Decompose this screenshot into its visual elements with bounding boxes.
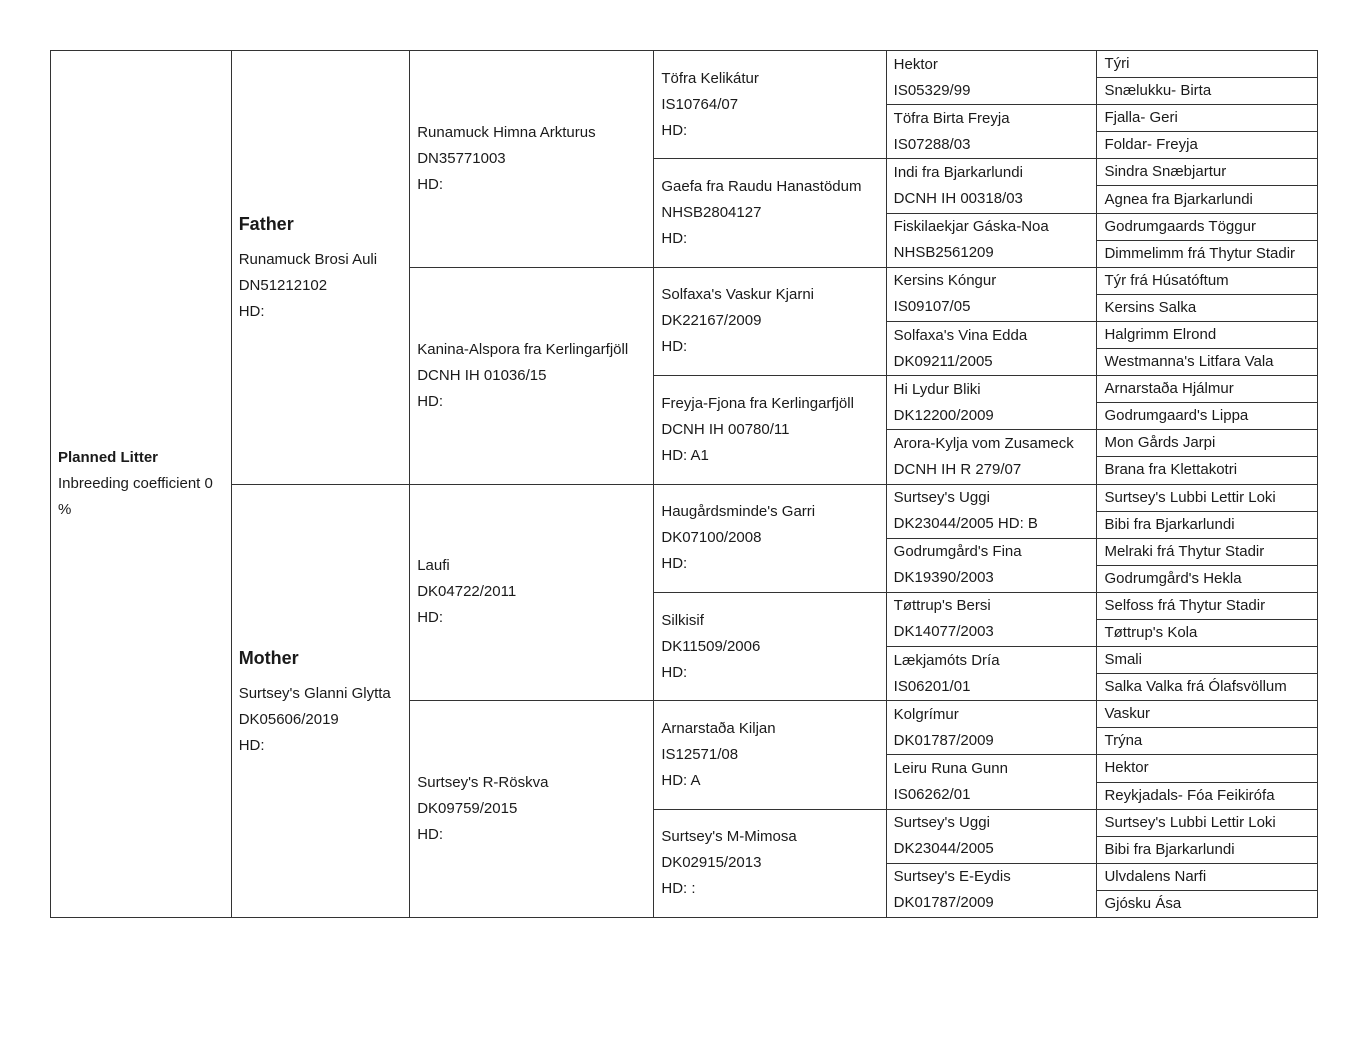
great-grandparent-name: Töfra Kelikátur	[661, 69, 759, 87]
gen4-ancestor-cell	[886, 213, 1097, 267]
gen5-ancestor-cell: Halgrimm Elrond	[1097, 321, 1318, 348]
father-registration: DN51212102	[238, 277, 328, 295]
gen5-ancestor-cell: Godrumgaard's Lippa	[1097, 403, 1318, 430]
gen4-ancestor-name: Töfra Birta Freyja	[893, 109, 1010, 127]
gen5-ancestor-cell: Melraki frá Thytur Stadir	[1097, 538, 1318, 565]
grandparent-registration: DN35771003	[417, 149, 506, 167]
great-grandparent-cell	[654, 51, 886, 159]
gen4-ancestor-registration: IS09107/05	[893, 298, 971, 316]
great-grandparent-hd: HD: :	[661, 880, 696, 898]
grandparent-hd: HD:	[417, 609, 444, 627]
gen4-ancestor-cell	[886, 376, 1097, 430]
gen5-ancestor-cell: Týr frá Húsatóftum	[1097, 267, 1318, 294]
grandparent-hd: HD:	[417, 392, 444, 410]
gen4-ancestor-cell	[886, 105, 1097, 159]
gen4-ancestor-registration: DK01787/2009	[893, 731, 994, 749]
great-grandparent-cell	[654, 701, 886, 809]
great-grandparent-name: Solfaxa's Vaskur Kjarni	[661, 286, 815, 304]
gen4-ancestor-cell	[886, 701, 1097, 755]
gen4-ancestor-cell	[886, 51, 1097, 105]
gen5-ancestor-cell: Bibi fra Bjarkarlundi	[1097, 836, 1318, 863]
gen5-ancestor-cell: Týri	[1097, 51, 1318, 78]
gen4-ancestor-registration: DCNH IH 00318/03	[893, 189, 1023, 207]
gen5-ancestor-cell: Sindra Snæbjartur	[1097, 159, 1318, 186]
gen5-ancestor-cell: Fjalla- Geri	[1097, 105, 1318, 132]
litter-title: Planned Litter	[58, 449, 159, 466]
great-grandparent-cell	[654, 809, 886, 917]
gen5-ancestor-cell: Trýna	[1097, 728, 1318, 755]
great-grandparent-registration: NHSB2804127	[661, 204, 762, 222]
grandparent-name: Surtsey's R-Röskva	[417, 774, 549, 792]
gen4-ancestor-registration: DK23044/2005 HD: B	[893, 515, 1038, 533]
great-grandparent-registration: DK22167/2009	[661, 312, 762, 330]
gen4-ancestor-name: Indi fra Bjarkarlundi	[893, 163, 1023, 181]
planned-litter-cell	[51, 51, 232, 918]
great-grandparent-cell	[654, 267, 886, 375]
gen4-ancestor-registration: DK09211/2005	[893, 352, 993, 370]
gen5-ancestor-cell: Tøttrup's Kola	[1097, 619, 1318, 646]
great-grandparent-cell	[654, 592, 886, 700]
gen4-ancestor-cell	[886, 647, 1097, 701]
gen5-ancestor-cell: Snælukku- Birta	[1097, 78, 1318, 105]
gen5-ancestor-cell: Godrumgaards Töggur	[1097, 213, 1318, 240]
gen4-ancestor-cell	[886, 430, 1097, 484]
gen4-ancestor-registration: IS05329/99	[893, 81, 971, 99]
father-cell	[231, 51, 410, 485]
gen4-ancestor-registration: IS06201/01	[893, 677, 971, 695]
gen4-ancestor-cell	[886, 159, 1097, 213]
grandparent-cell	[410, 267, 654, 484]
gen4-ancestor-registration: DCNH IH R 279/07	[893, 460, 1022, 478]
gen5-ancestor-cell: Bibi fra Bjarkarlundi	[1097, 511, 1318, 538]
gen4-ancestor-cell	[886, 755, 1097, 809]
gen4-ancestor-name: Kersins Kóngur	[893, 272, 997, 290]
gen4-ancestor-name: Surtsey's E-Eydis	[893, 868, 1011, 886]
pedigree-row	[51, 51, 1318, 78]
great-grandparent-registration: DCNH IH 00780/11	[661, 420, 790, 438]
pedigree-table	[50, 50, 1318, 918]
great-grandparent-hd: HD: A1	[661, 446, 709, 464]
mother-cell	[231, 484, 410, 918]
great-grandparent-name: Haugårdsminde's Garri	[661, 503, 816, 521]
gen4-ancestor-name: Hektor	[893, 55, 938, 73]
great-grandparent-cell	[654, 484, 886, 592]
gen4-ancestor-registration: DK01787/2009	[893, 894, 994, 912]
great-grandparent-registration: DK11509/2006	[661, 637, 761, 655]
great-grandparent-name: Surtsey's M-Mimosa	[661, 828, 797, 846]
gen5-ancestor-cell: Hektor	[1097, 755, 1318, 782]
gen5-ancestor-cell: Surtsey's Lubbi Lettir Loki	[1097, 809, 1318, 836]
gen4-ancestor-name: Tøttrup's Bersi	[893, 597, 991, 615]
grandparent-registration: DK09759/2015	[417, 800, 518, 818]
gen4-ancestor-cell	[886, 267, 1097, 321]
great-grandparent-hd: HD:	[661, 121, 688, 139]
great-grandparent-hd: HD:	[661, 338, 688, 356]
gen4-ancestor-registration: IS07288/03	[893, 135, 971, 153]
father-hd: HD:	[238, 303, 265, 321]
grandparent-cell	[410, 701, 654, 918]
gen4-ancestor-registration: IS06262/01	[893, 786, 971, 804]
gen4-ancestor-cell	[886, 484, 1097, 538]
grandparent-name: Kanina-Alspora fra Kerlingarfjöll	[417, 340, 629, 358]
gen5-ancestor-cell: Gjósku Ása	[1097, 890, 1318, 917]
father-name: Runamuck Brosi Auli	[238, 251, 378, 269]
gen4-ancestor-registration: DK14077/2003	[893, 623, 994, 641]
gen4-ancestor-registration: DK23044/2005	[893, 840, 994, 858]
great-grandparent-name: Arnarstaða Kiljan	[661, 719, 776, 737]
gen5-ancestor-cell: Godrumgård's Hekla	[1097, 565, 1318, 592]
mother-name: Surtsey's Glanni Glytta	[238, 684, 391, 702]
gen4-ancestor-name: Surtsey's Uggi	[893, 814, 990, 832]
gen4-ancestor-name: Surtsey's Uggi	[893, 489, 990, 507]
great-grandparent-name: Freyja-Fjona fra Kerlingarfjöll	[661, 394, 854, 412]
gen5-ancestor-cell: Smali	[1097, 647, 1318, 674]
grandparent-cell	[410, 484, 654, 701]
gen4-ancestor-name: Arora-Kylja vom Zusameck	[893, 434, 1074, 452]
grandparent-cell	[410, 51, 654, 268]
gen4-ancestor-name: Godrumgård's Fina	[893, 543, 1022, 561]
great-grandparent-hd: HD:	[661, 555, 688, 573]
gen5-ancestor-cell: Westmanna's Litfara Vala	[1097, 349, 1318, 376]
gen5-ancestor-cell: Ulvdalens Narfi	[1097, 863, 1318, 890]
great-grandparent-cell	[654, 159, 886, 267]
gen5-ancestor-cell: Dimmelimm frá Thytur Stadir	[1097, 240, 1318, 267]
father-heading: Father	[238, 214, 294, 235]
inbreeding-coefficient-unit: %	[58, 501, 72, 518]
gen4-ancestor-cell	[886, 538, 1097, 592]
gen5-ancestor-cell: Salka Valka frá Ólafsvöllum	[1097, 674, 1318, 701]
great-grandparent-registration: IS12571/08	[661, 745, 739, 763]
great-grandparent-cell	[654, 376, 886, 484]
gen4-ancestor-name: Kolgrímur	[893, 705, 959, 723]
gen5-ancestor-cell: Surtsey's Lubbi Lettir Loki	[1097, 484, 1318, 511]
grandparent-registration: DK04722/2011	[417, 583, 517, 601]
gen4-ancestor-name: Leiru Runa Gunn	[893, 760, 1008, 778]
grandparent-hd: HD:	[417, 175, 444, 193]
gen4-ancestor-cell	[886, 863, 1097, 917]
grandparent-registration: DCNH IH 01036/15	[417, 366, 547, 384]
gen4-ancestor-registration: NHSB2561209	[893, 244, 994, 262]
mother-registration: DK05606/2019	[238, 710, 339, 728]
gen4-ancestor-name: Solfaxa's Vina Edda	[893, 326, 1028, 344]
great-grandparent-registration: DK07100/2008	[661, 529, 762, 547]
gen5-ancestor-cell: Mon Gårds Jarpi	[1097, 430, 1318, 457]
gen4-ancestor-cell	[886, 809, 1097, 863]
gen4-ancestor-cell	[886, 321, 1097, 375]
gen5-ancestor-cell: Arnarstaða Hjálmur	[1097, 376, 1318, 403]
great-grandparent-registration: IS10764/07	[661, 95, 739, 113]
gen5-ancestor-cell: Kersins Salka	[1097, 294, 1318, 321]
great-grandparent-hd: HD:	[661, 230, 688, 248]
gen5-ancestor-cell: Vaskur	[1097, 701, 1318, 728]
gen5-ancestor-cell: Brana fra Klettakotri	[1097, 457, 1318, 484]
gen4-ancestor-registration: DK19390/2003	[893, 569, 994, 587]
gen4-ancestor-name: Fiskilaekjar Gáska-Noa	[893, 218, 1049, 236]
pedigree-body	[51, 51, 1318, 918]
gen4-ancestor-cell	[886, 592, 1097, 646]
gen5-ancestor-cell: Agnea fra Bjarkarlundi	[1097, 186, 1318, 213]
grandparent-name: Runamuck Himna Arkturus	[417, 123, 596, 141]
inbreeding-coefficient: Inbreeding coefficient 0	[58, 475, 213, 492]
grandparent-name: Laufi	[417, 557, 450, 575]
mother-heading: Mother	[238, 647, 299, 668]
mother-hd: HD:	[238, 736, 265, 754]
great-grandparent-hd: HD:	[661, 663, 688, 681]
great-grandparent-name: Silkisif	[661, 611, 704, 629]
great-grandparent-name: Gaefa fra Raudu Hanastödum	[661, 178, 862, 196]
gen5-ancestor-cell: Reykjadals- Fóa Feikirófa	[1097, 782, 1318, 809]
grandparent-hd: HD:	[417, 826, 444, 844]
pedigree-row	[51, 484, 1318, 511]
gen4-ancestor-name: Lækjamóts Dría	[893, 651, 1000, 669]
great-grandparent-hd: HD: A	[661, 771, 701, 789]
gen5-ancestor-cell: Foldar- Freyja	[1097, 132, 1318, 159]
gen4-ancestor-name: Hi Lydur Bliki	[893, 380, 981, 398]
gen5-ancestor-cell: Selfoss frá Thytur Stadir	[1097, 592, 1318, 619]
great-grandparent-registration: DK02915/2013	[661, 854, 762, 872]
gen4-ancestor-registration: DK12200/2009	[893, 406, 994, 424]
